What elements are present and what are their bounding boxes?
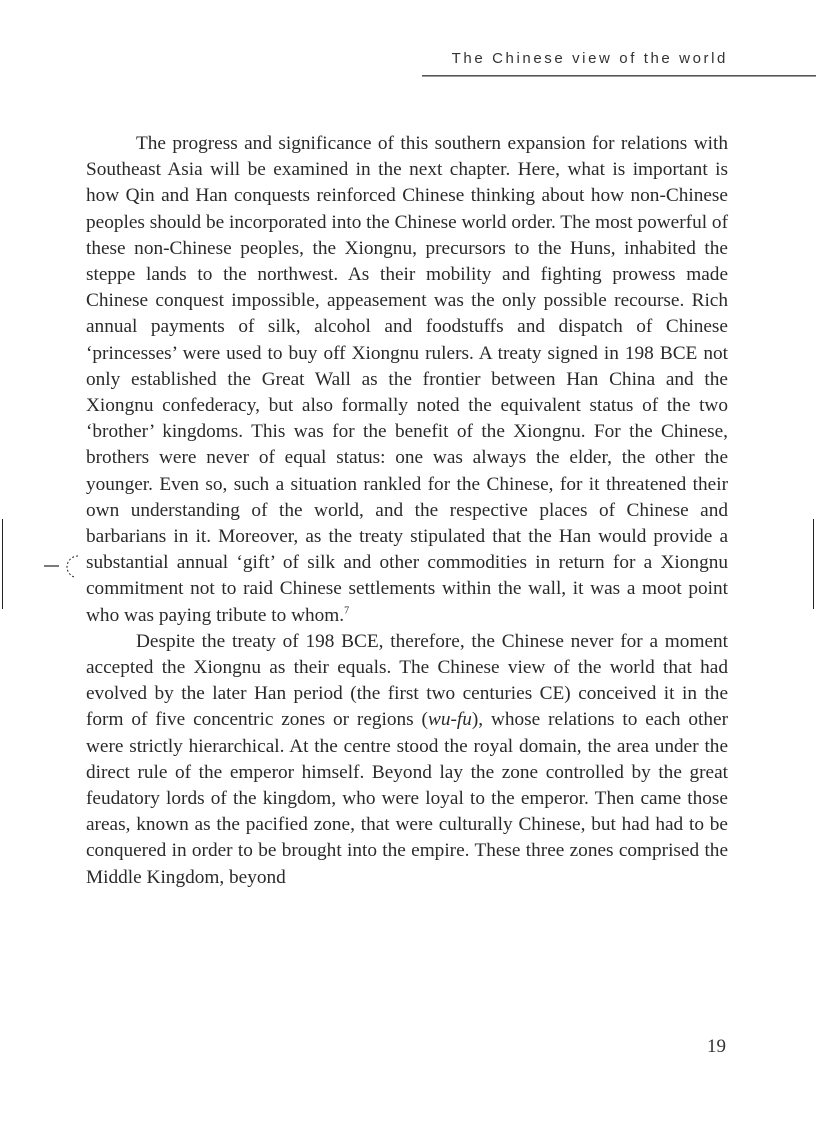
paragraph-1: [86, 131, 728, 629]
body-text: [86, 131, 728, 891]
right-crop-mark: [813, 519, 814, 609]
footnote-reference: 7: [344, 605, 350, 617]
paragraph-2-text-start: Despite the treaty of 198 BCE, therefore, the Chinese never for a moment accepted the Xiongnu as their equals. The Chinese view of the world that had evolved by the later Han period (the first two centuries CE) conceived it in the form of five concentric zones or regions (: [86, 630, 728, 731]
header-rule: [422, 75, 816, 77]
italic-term: wu-fu: [427, 709, 472, 731]
page-number: 19: [707, 1036, 726, 1057]
paragraph-2: [86, 629, 728, 891]
left-crop-mark: [2, 519, 3, 609]
paragraph-1-text: The progress and significance of this southern expansion for relations with Southeast Asia will be examined in the next chapter. Here, what is important is how Qin and Han conquests reinforced Chinese thinking about how non-Chinese peoples should be incorporated into the Chinese world order. The most powerful of these non-Chinese peoples, the Xiongnu, precursors to the Huns, inhabited the steppe lands to the northwest. As their mobility and fighting prowess made Chinese conquest impossible, appeasement was the only possible recourse. Rich annual payments of silk, alcohol and foodstuffs and dispatch of Chinese ‘princesses’ were used to buy off Xiongnu rulers. A treaty signed in 198 BCE not only established the Great Wall as the frontier between Han China and the Xiongnu confederacy, but also formally noted the equivalent status of the two ‘brother’ kingdoms. This was for the benefit of the Xiongnu. For the Chinese, brothers were never of equal status: one was always the elder, the other the younger. Even so, such a situation rankled for the Chinese, for it threatened their own understanding of the world, and the respective places of Chinese and barbarians in it. Moreover, as the treaty stipulated that the Han would provide a substantial annual ‘gift’ of silk and other commodities in return for a Xiongnu commitment not to raid Chinese settlements within the wall, it was a moot point who was paying tribute to whom.: [86, 133, 728, 626]
running-head: The Chinese view of the world: [451, 50, 728, 67]
paragraph-2-text-end: ), whose relations to each other were strictly hierarchical. At the centre stood the royal domain, the area under the direct rule of the emperor himself. Beyond lay the zone controlled by the great feudatory lords of the kingdom, who were loyal to the emperor. Then came those areas, known as the pacified zone, that were culturally Chinese, but had had to be conquered in order to be brought into the empire. These three zones comprised the Middle Kingdom, beyond: [86, 709, 728, 888]
registration-mark-icon: [44, 553, 88, 579]
